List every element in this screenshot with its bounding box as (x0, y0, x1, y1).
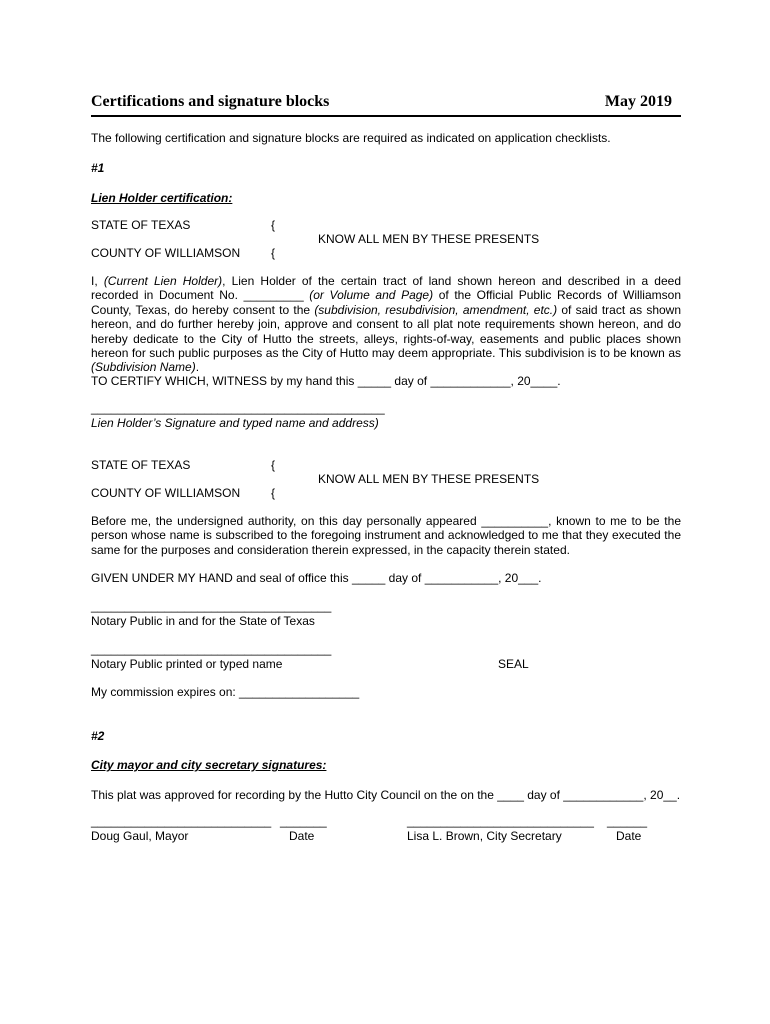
page-header (91, 93, 681, 117)
secretary-date-label: Date (616, 829, 642, 843)
document-page (91, 0, 681, 1024)
brace-3: { (271, 458, 276, 472)
notary-signature-label: Notary Public in and for the State of Texas (91, 614, 315, 628)
mayor-date-line: _______ (280, 814, 327, 828)
notary-paragraph: Before me, the undersigned authority, on this day personally appeared __________, known to me to be the person whose name is subscribed to the foregoing instrument and acknowledged to me that they executed the same for the purposes and consideration therein expressed, in the capacity therein stated. (91, 514, 681, 557)
lien-holder-signature-line: ____________________________________________ (91, 401, 385, 415)
mayor-signature-line: ___________________________ (91, 814, 272, 828)
mayor-date-label: Date (289, 829, 315, 843)
brace-1: { (271, 218, 276, 232)
state-of-texas-label: STATE OF TEXAS (91, 218, 191, 232)
lien-holder-signature-label: Lien Holder’s Signature and typed name and address) (91, 416, 379, 430)
mayor-name: Doug Gaul, Mayor (91, 829, 189, 843)
page-title: Certifications and signature blocks (91, 93, 330, 110)
brace-2: { (271, 246, 276, 260)
secretary-signature-line: ____________________________ (407, 814, 594, 828)
commission-expires-line: My commission expires on: __________________ (91, 685, 360, 699)
seal-label: SEAL (498, 657, 529, 671)
brace-4: { (271, 486, 276, 500)
notary-printed-name-label: Notary Public printed or typed name (91, 657, 283, 671)
section-number-2: #2 (91, 729, 105, 743)
intro-text: The following certification and signature blocks are required as indicated on application checklists. (91, 131, 611, 145)
know-all-men-2: KNOW ALL MEN BY THESE PRESENTS (318, 472, 540, 486)
lien-holder-heading: Lien Holder certification: (91, 191, 233, 205)
know-all-men-1: KNOW ALL MEN BY THESE PRESENTS (318, 232, 540, 246)
plat-approval-line: This plat was approved for recording by the Hutto City Council on the on the ____ day of ____________, 20__. (91, 788, 681, 802)
county-of-williamson-label: COUNTY OF WILLIAMSON (91, 246, 241, 260)
header-date: May 2019 (604, 93, 672, 110)
city-signatures-heading: City mayor and city secretary signatures: (91, 758, 327, 772)
notary-printed-name-line: ____________________________________ (91, 642, 332, 656)
witness-line: TO CERTIFY WHICH, WITNESS by my hand this _____ day of ____________, 20____. (91, 374, 561, 388)
lien-holder-consent-paragraph: I, (Current Lien Holder), Lien Holder of the certain tract of land shown hereon and described in a deed recorded in Document No. _________ (or Volume and Page) of the Official Public Records of Williamson County, Texas, do hereby consent to the (subdivision, resubdivision, amendment, etc.) of said tract as shown hereon, and do further hereby join, approve and consent to all plat note requirements shown hereon, and do hereby dedicate to the City of Hutto the streets, alleys, rights-of-way, easements and public places shown hereon for such public purposes as the City of Hutto may deem appropriate. This subdivision is to be known as (Subdivision Name). (91, 274, 682, 375)
secretary-name: Lisa L. Brown, City Secretary (407, 829, 562, 843)
state-of-texas-label-2: STATE OF TEXAS (91, 458, 191, 472)
county-of-williamson-label-2: COUNTY OF WILLIAMSON (91, 486, 241, 500)
secretary-date-line: ______ (607, 814, 648, 828)
section-number-1: #1 (91, 161, 105, 175)
given-under-hand-line: GIVEN UNDER MY HAND and seal of office this _____ day of ___________, 20___. (91, 571, 542, 585)
notary-signature-line: ____________________________________ (91, 599, 332, 613)
